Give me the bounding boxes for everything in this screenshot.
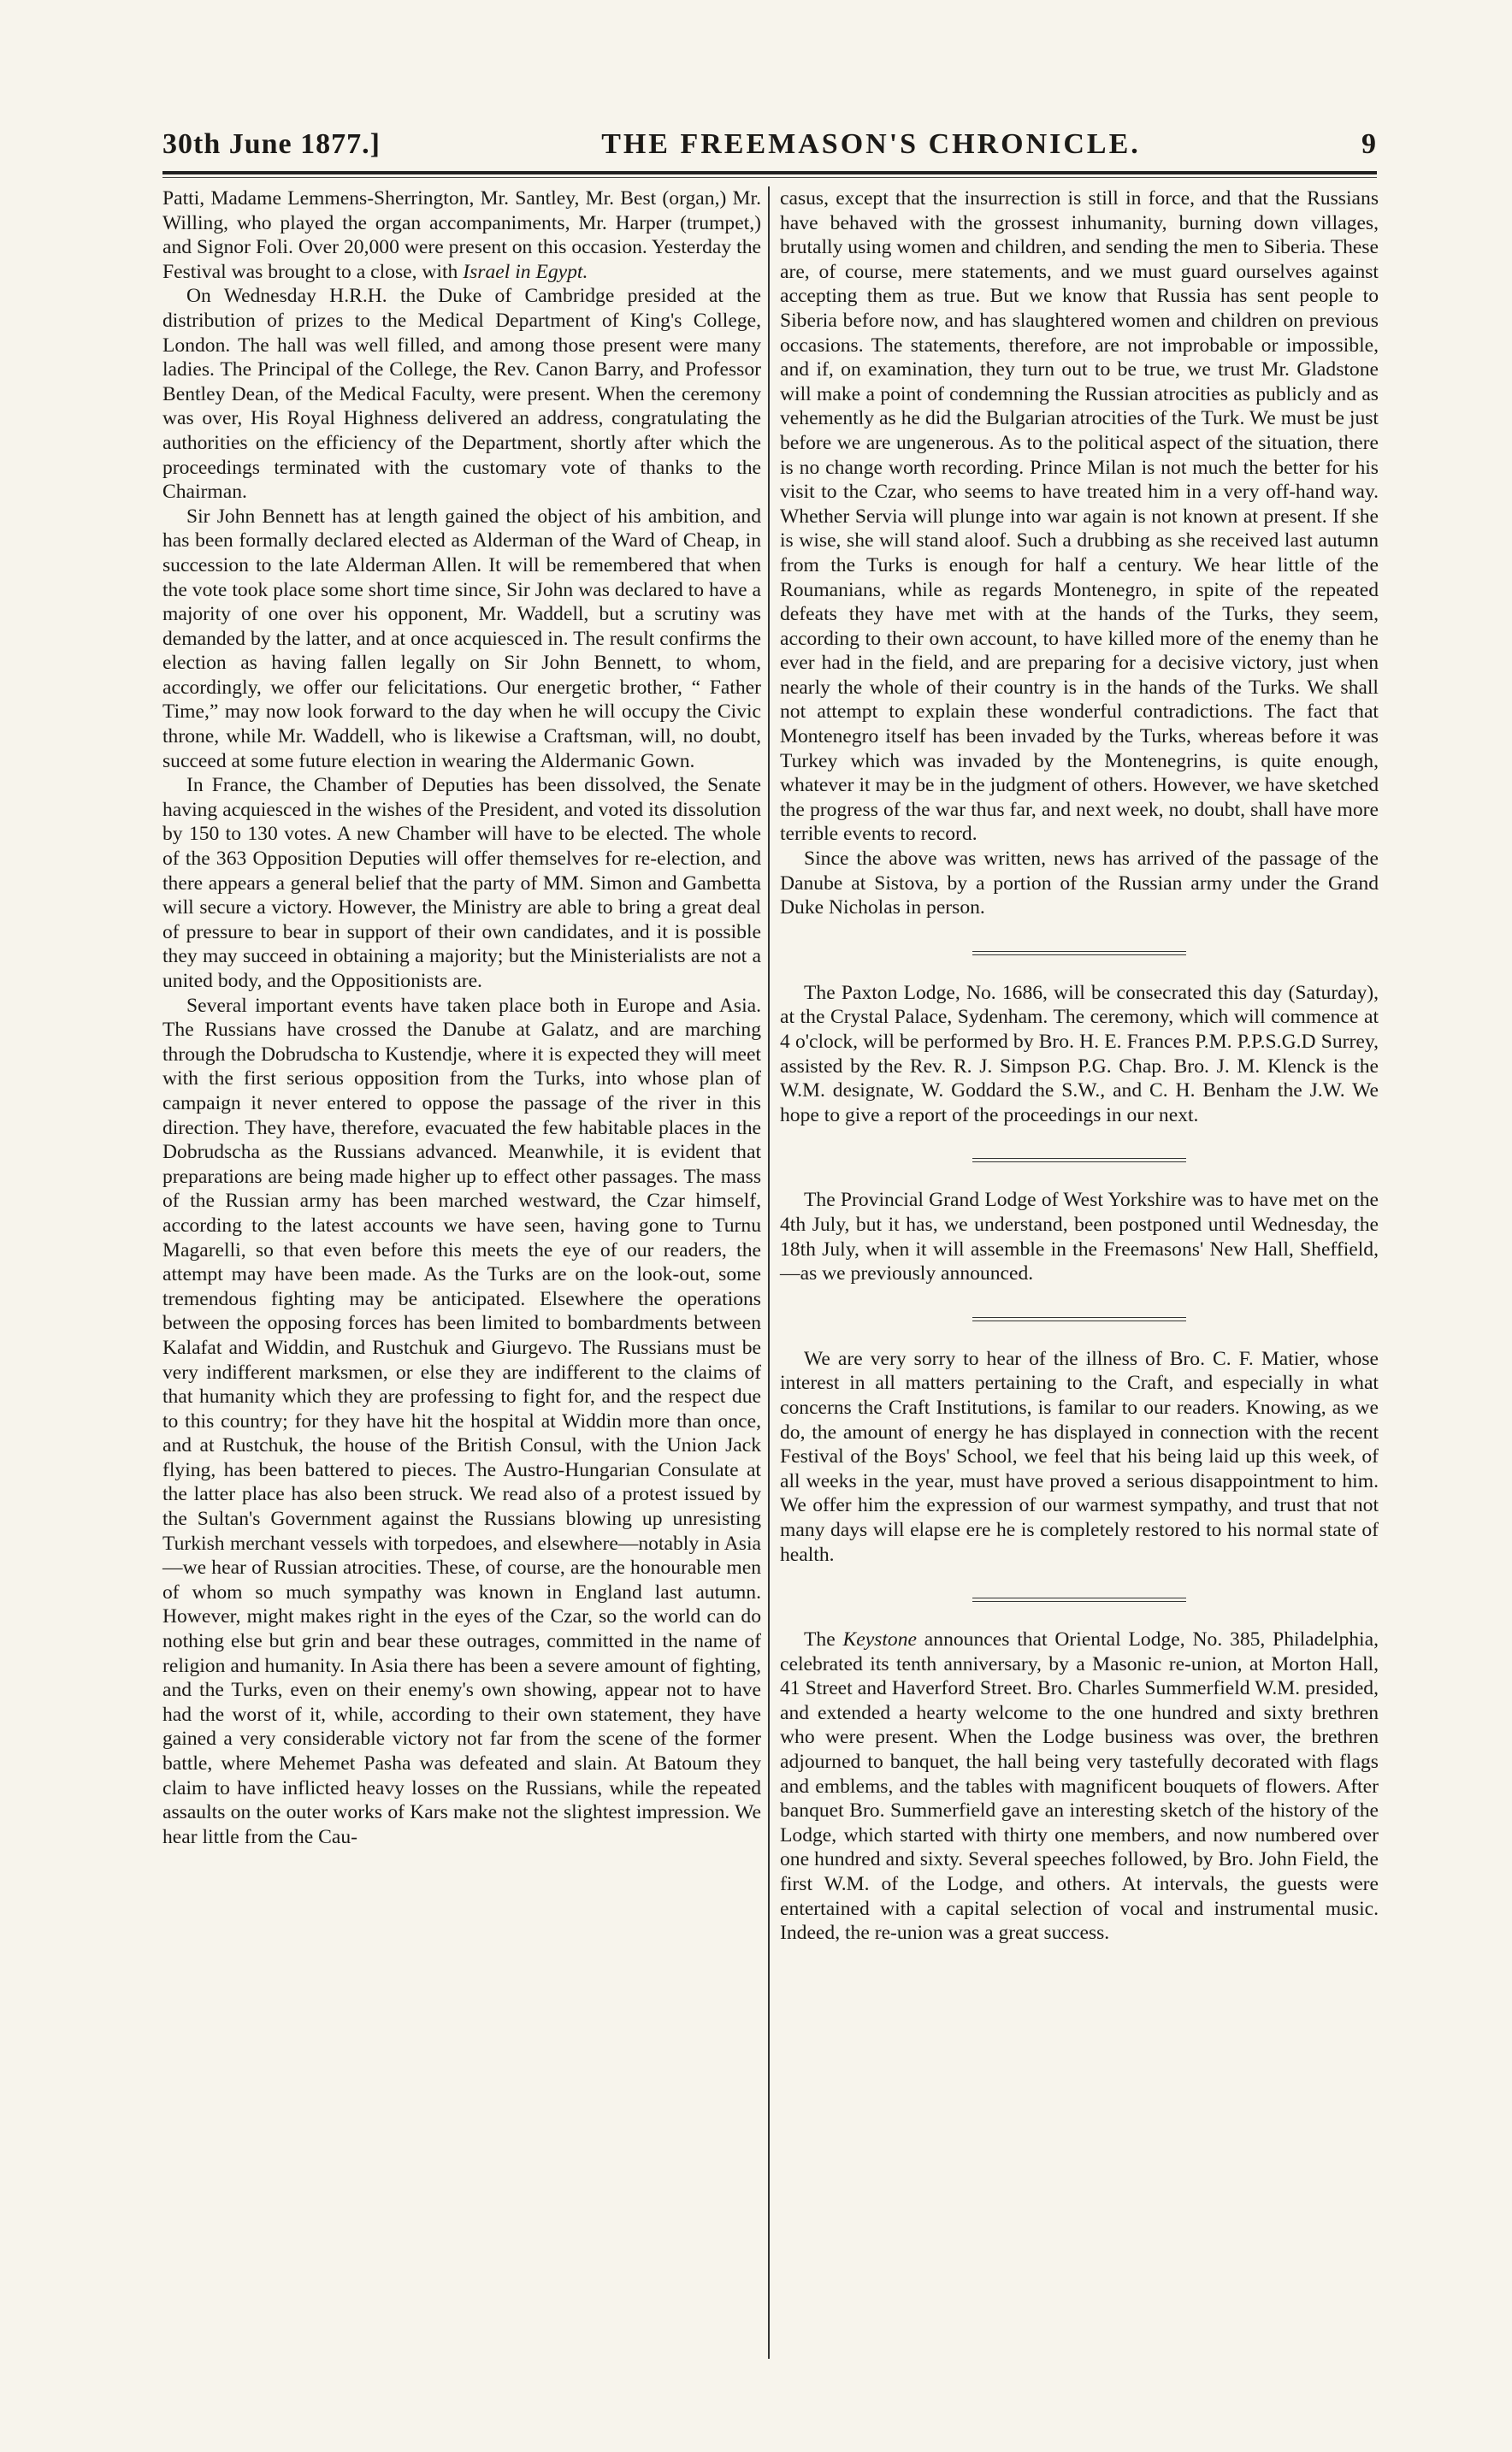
article-paragraph: On Wednesday H.R.H. the Duke of Cambridge presided at the distribution of prizes to the Medical Department of King's College, London. The hall was well filled, and among those present were many ladies. The Principal of the College, the Rev. Canon Barry, and Professor Bentley Dean, of the Medical Faculty, were present. When the ceremony was over, His Royal Highness delivered an address, congratulating the authorities on the efficiency of the Department, shortly after which the proceedings terminated with the customary vote of thanks to the Chairman.	[162, 285, 761, 504]
article-paragraph: Patti, Madame Lemmens-Sherrington, Mr. Santley, Mr. Best (organ,) Mr. Willing, who played the organ accompaniments, Mr. Harper (trumpet,) and Signor Foli. Over 20,000 were present on this occasion. Yesterday the Festival was brought to a close, with Israel in Egypt.	[162, 187, 761, 283]
section-separator	[972, 1158, 1186, 1162]
article-paragraph: The Provincial Grand Lodge of West Yorkshire was to have met on the 4th July, but it has, we understand, been postponed until Wednesday, the 18th July, when it will assemble in the Freemasons' New Hall, Sheffield,—as we previously announced.	[780, 1189, 1379, 1285]
article-paragraph: The Paxton Lodge, No. 1686, will be consecrated this day (Saturday), at the Crystal Palace, Sydenham. The ceremony, which will commence at 4 o'clock, will be performed by Bro. H. E. Frances P.M. P.P.S.G.D Surrey, assisted by the Rev. R. J. Simpson P.G. Chap. Bro. J. M. Klenck is the W.M. designate, W. Goddard the S.W., and C. H. Benham the J.W. We hope to give a report of the proceedings in our next.	[780, 981, 1379, 1126]
article-paragraph: The Keystone announces that Oriental Lodge, No. 385, Philadelphia, celebrated its tenth anniversary, by a Masonic re-union, at Morton Hall, 41 Street and Haverford Street. Bro. Charles Summerfield W.M. presided, and extended a hearty welcome to the one hundred and sixty brethren who were present. When the Lodge business was over, the brethren adjourned to banquet, the hall being very tastefully decorated with flags and emblems, and the tables with magnificent bouquets of flowers. After banquet Bro. Summerfield gave an interesting sketch of the history of the Lodge, which started with thirty one members, and now numbered over one hundred and sixty. Several speeches followed, by Bro. John Field, the first W.M. of the Lodge, and others. At intervals, the guests were entertained with a capital selection of vocal and instrumental music. Indeed, the re-union was a great success.	[780, 1628, 1379, 1945]
section-separator	[972, 1317, 1186, 1321]
header-rule-thin	[162, 177, 1377, 178]
article-paragraph: In France, the Chamber of Deputies has been dissolved, the Senate having acquiesced in the wishes of the President, and voted its dissolution by 150 to 130 votes. A new Chamber will have to be elected. The whole of the 363 Opposition Deputies will offer themselves for re-election, and there appears a general belief that the party of MM. Simon and Gambetta will secure a victory. However, the Ministry are able to bring a great deal of pressure to bear in support of their own candidates, and it is possible they may succeed in obtaining a majority; but the Ministerialists are not a united body, and the Oppositionists are.	[162, 774, 761, 992]
article-paragraph: casus, except that the insurrection is still in force, and that the Russians have behaved with the grossest inhumanity, burning down villages, brutally using women and children, and sending the men to Siberia. These are, of course, mere statements, and we must guard ourselves against accepting them as true. But we know that Russia has sent people to Siberia before now, and has slaughtered women and children on previous occasions. The statements, therefore, are not improbable or impossible, and if, on examination, they turn out to be true, we trust Mr. Gladstone will make a point of condemning the Russian atrocities as publicly and as vehemently as he did the Bulgarian atrocities of the Turk. We must be just before we are ungenerous. As to the political aspect of the situation, there is no change worth recording. Prince Milan is not much the better for his visit to the Czar, who seems to have treated him in a very off-hand way. Whether Servia will plunge into war again is not known at present. If she is wise, she will stand aloof. Such a drubbing as she received last autumn from the Turks is enough for half a century. We hear little of the Roumanians, while as regards Montenegro, in spite of the repeated defeats they have met with at the hands of the Turks, they seem, according to their own account, to have killed more of the enemy than he ever had in the field, and are preparing for a decisive victory, just when nearly the whole of their country is in the hands of the Turks. We shall not attempt to explain these wonderful contradictions. The fact that Montenegro itself has been invaded by the Turks, whereas before it was Turkey which was invaded by the Montenegrins, is quite enough, whatever it may be in the judgment of others. However, we have sketched the progress of the war thus far, and next week, no doubt, shall have more terrible events to record.	[780, 187, 1379, 846]
article-paragraph: Several important events have taken place both in Europe and Asia. The Russians have crossed the Danube at Galatz, and are marching through the Dobrudscha to Kustendje, where it is expected they will meet with the first serious opposition from the Turks, into whose plan of campaign it never entered to oppose the passage of the river in this direction. They have, therefore, evacuated the few habitable places in the Dobrudscha as the Russians advanced. Meanwhile, it is evident that preparations are being made higher up to effect other passages. The mass of the Russian army has been marched westward, the Czar himself, according to the latest accounts we have seen, having gone to Turnu Magarelli, so that even before this meets the eye of our readers, the attempt may have been made. As the Turks are on the look-out, some tremendous fighting may be anticipated. Elsewhere the operations between the opposing forces has been limited to bombardments between Kalafat and Widdin, and Rustchuk and Giurgevo. The Russians must be very indifferent marksmen, or else they are indifferent to the claims of that humanity which they are professing to fight for, and the respect due to this country; for they have hit the hospital at Widdin more than once, and at Rustchuk, the house of the British Consul, with the Union Jack flying, has been battered to pieces. The Austro-Hungarian Consulate at the latter place has also been struck. We read also of a protest issued by the Sultan's Government against the Russians blowing up unresisting Turkish merchant vessels with torpedoes, and elsewhere—notably in Asia—we hear of Russian atrocities. These, of course, are the honourable men of whom so much sympathy was known in England last autumn. However, might makes right in the eyes of the Czar, so the world can do nothing else but grin and bear these outrages, committed in the name of religion and humanity. In Asia there has been a severe amount of fighting, and the Turks, even on their enemy's own showing, appear not to have had the worst of it, while, according to their own statement, they have gained a very considerable victory not far from the scene of the former battle, where Mehemet Pasha was defeated and slain. At Batoum they claim to have inflicted heavy losses on the Russians, while the repeated assaults on the outer works of Kars make not the slightest impression. We hear little from the Cau-	[162, 994, 761, 1848]
article-paragraph: We are very sorry to hear of the illness of Bro. C. F. Matier, whose interest in all matters pertaining to the Craft, and especially in what concerns the Craft Institutions, is familar to our readers. Knowing, as we do, the amount of energy he has displayed in connection with the recent Festival of the Boys' School, we feel that his being laid up this week, of all weeks in the year, must have proved a serious disappointment to him. We offer him the expression of our warmest sympathy, and trust that not many days will elapse ere he is completely restored to his normal state of health.	[780, 1347, 1379, 1566]
page-number: 9	[1361, 128, 1377, 160]
issue-date: 30th June 1877.]	[162, 128, 381, 160]
article-paragraph: Since the above was written, news has arrived of the passage of the Danube at Sistova, by a portion of the Russian army under the Grand Duke Nicholas in person.	[780, 848, 1379, 919]
section-separator	[972, 1598, 1186, 1602]
column-divider	[768, 186, 770, 2359]
header-rule	[162, 171, 1377, 174]
page-header	[162, 128, 1377, 162]
left-column	[162, 186, 761, 1849]
section-separator	[972, 951, 1186, 955]
article-paragraph: Sir John Bennett has at length gained the object of his ambition, and has been formally declared elected as Alderman of the Ward of Cheap, in succession to the late Alderman Allen. It will be remembered that when the vote took place some short time since, Sir John was declared to have a majority of one over his opponent, Mr. Waddell, but a scrutiny was demanded by the latter, and at once acquiesced in. The result confirms the election as having fallen legally on Sir John Bennett, to whom, accordingly, we offer our felicitations. Our energetic brother, “ Father Time,” may now look forward to the day when he will occupy the Civic throne, while Mr. Waddell, who is likewise a Craftsman, will, no doubt, succeed at some future election in wearing the Aldermanic Gown.	[162, 505, 761, 772]
right-column	[780, 186, 1379, 1946]
publication-title: THE FREEMASON'S CHRONICLE.	[601, 128, 1141, 160]
